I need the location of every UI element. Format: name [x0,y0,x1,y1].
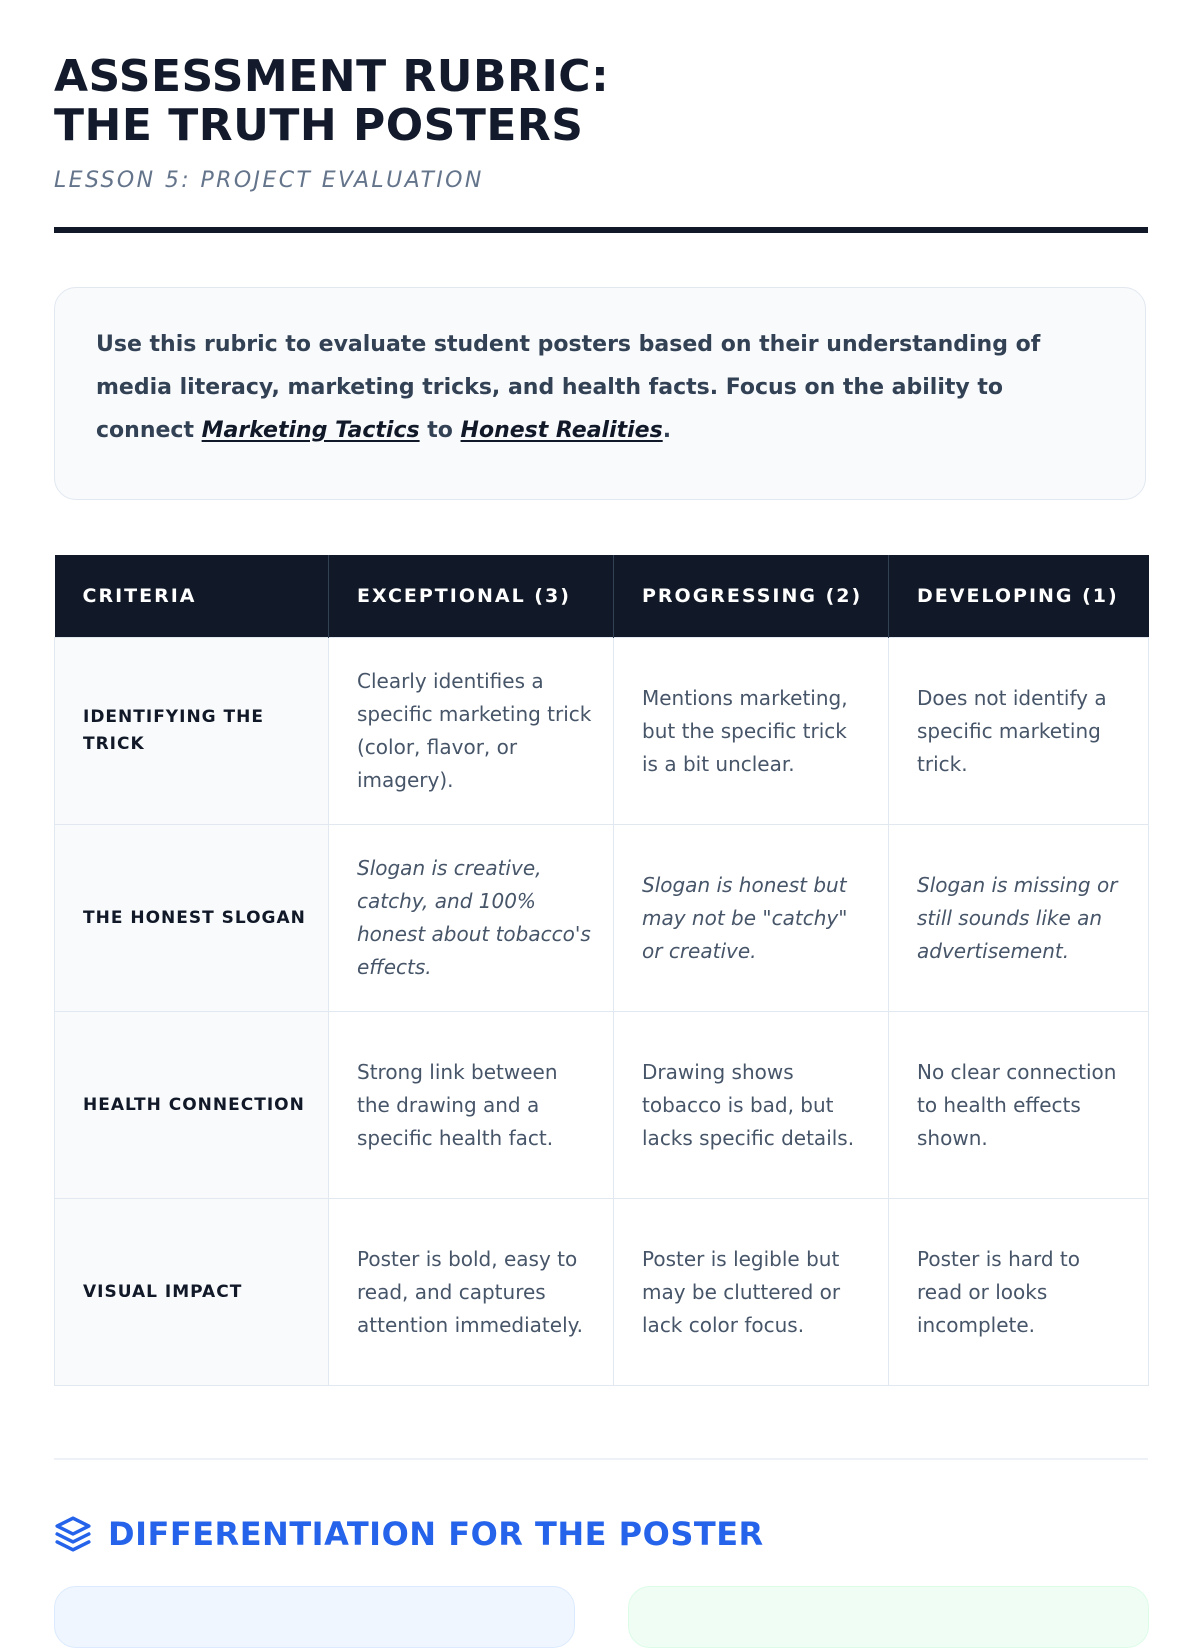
developing-cell: No clear connection to health effects shown. [889,1012,1149,1199]
table-row [55,825,1149,1012]
column-header-exceptional: EXCEPTIONAL (3) [329,555,614,638]
criteria-cell: IDENTIFYING THE TRICK [55,638,329,825]
differentiation-card-left [54,1586,575,1648]
table-header-row [55,555,1149,638]
layers-icon [54,1515,92,1553]
table-row [55,1199,1149,1386]
developing-cell: Slogan is missing or still sounds like an advertisement. [889,825,1149,1012]
criteria-cell: HEALTH CONNECTION [55,1012,329,1199]
intro-text-lead: Use this rubric to evaluate student posters based on their understanding of media literacy, marketing tricks, and health facts. Focus on the ability to connect [96,332,1041,443]
developing-cell: Does not identify a specific marketing trick. [889,638,1149,825]
page-title [54,52,609,150]
progressing-cell: Slogan is honest but may not be "catchy" or creative. [614,825,889,1012]
intro-connector: to [419,418,461,443]
table-row [55,638,1149,825]
intro-text [96,323,1105,452]
section-title: DIFFERENTIATION FOR THE POSTER [108,1515,764,1553]
page-subtitle: LESSON 5: PROJECT EVALUATION [54,168,484,193]
progressing-cell: Mentions marketing, but the specific trick is a bit unclear. [614,638,889,825]
differentiation-heading [54,1515,764,1553]
emphasis-honest-realities: Honest Realities [460,418,663,443]
title-line-2: THE TRUTH POSTERS [54,100,584,151]
progressing-cell: Poster is legible but may be cluttered or lack color focus. [614,1199,889,1386]
rubric-table [54,555,1149,1386]
header-divider [54,227,1148,233]
exceptional-cell: Poster is bold, easy to read, and captures attention immediately. [329,1199,614,1386]
progressing-cell: Drawing shows tobacco is bad, but lacks specific details. [614,1012,889,1199]
emphasis-marketing-tactics: Marketing Tactics [201,418,420,443]
intro-end: . [662,418,672,443]
exceptional-cell: Slogan is creative, catchy, and 100% honest about tobacco's effects. [329,825,614,1012]
differentiation-card-right [628,1586,1149,1648]
column-header-developing: DEVELOPING (1) [889,555,1149,638]
column-header-progressing: PROGRESSING (2) [614,555,889,638]
column-header-criteria: CRITERIA [55,555,329,638]
developing-cell: Poster is hard to read or looks incomplete. [889,1199,1149,1386]
criteria-cell: THE HONEST SLOGAN [55,825,329,1012]
criteria-cell: VISUAL IMPACT [55,1199,329,1386]
intro-box [54,287,1146,500]
exceptional-cell: Strong link between the drawing and a specific health fact. [329,1012,614,1199]
section-divider [54,1458,1148,1460]
exceptional-cell: Clearly identifies a specific marketing trick (color, flavor, or imagery). [329,638,614,825]
table-row [55,1012,1149,1199]
title-line-1: ASSESSMENT RUBRIC: [54,51,610,102]
